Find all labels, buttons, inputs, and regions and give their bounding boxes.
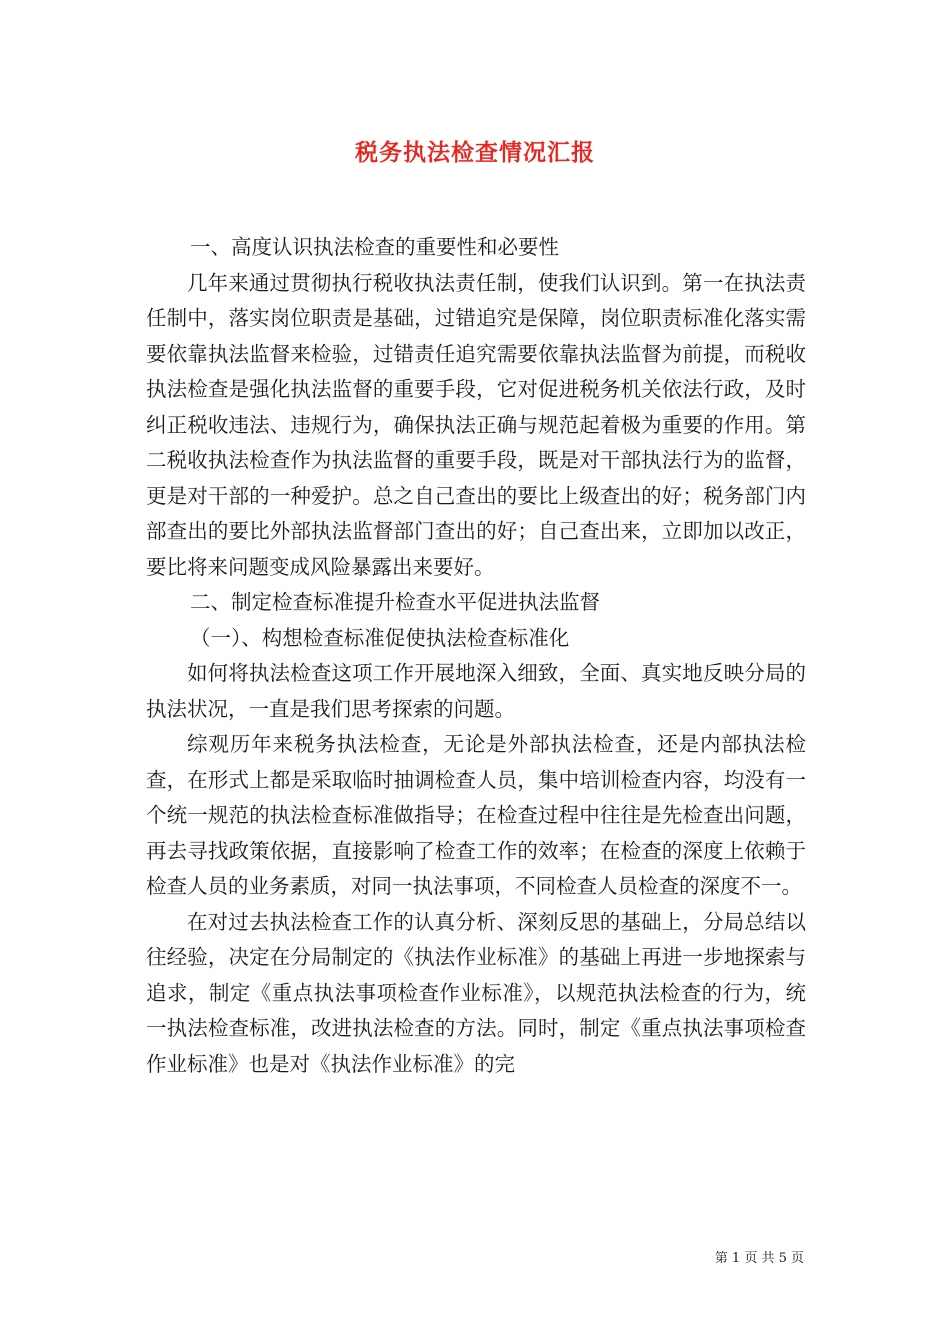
paragraph-1: 几年来通过贯彻执行税收执法责任制，使我们认识到。第一在执法责任制中，落实岗位职责是基础，过错追究是保障，岗位职责标准化落实需要依靠执法监督来检验，过错责任追究需要依靠执法监督为前提，而税收执法检查是强化执法监督的重要手段，它对促进税务机关依法行政，及时纠正税收违法、违规行为，确保执法正确与规范起着极为重要的作用。第二税收执法检查作为执法监督的重要手段，既是对干部执法行为的监督，更是对干部的一种爱护。总之自己查出的要比上级查出的好；税务部门内部查出的要比外部执法监督部门查出的好；自己查出来，立即加以改正，要比将来问题变成风险暴露出来要好。 <box>146 270 806 579</box>
document-body <box>146 230 806 1082</box>
section-heading-1: 一、高度认识执法检查的重要性和必要性 <box>190 235 559 259</box>
paragraph-4: 在对过去执法检查工作的认真分析、深刻反思的基础上，分局总结以往经验，决定在分局制定的《执法作业标准》的基础上再进一步地探索与追求，制定《重点执法事项检查作业标准》，以规范执法检查的行为，统一执法检查标准，改进执法检查的方法。同时，制定《重点执法事项检查作业标准》也是对《执法作业标准》的完 <box>146 909 806 1076</box>
section-heading-2: 二、制定检查标准提升检查水平促进执法监督 <box>190 590 600 614</box>
page-number: 第 1 页 共 5 页 <box>714 1251 804 1266</box>
paragraph-2: 如何将执法检查这项工作开展地深入细致，全面、真实地反映分局的执法状况，一直是我们思考探索的问题。 <box>146 661 806 721</box>
subsection-heading-1: （一）、构想检查标准促使执法检查标准化 <box>190 625 570 650</box>
paragraph-3: 综观历年来税务执法检查，无论是外部执法检查，还是内部执法检查，在形式上都是采取临时抽调检查人员，集中培训检查内容，均没有一个统一规范的执法检查标准做指导；在检查过程中往往是先检查出问题，再去寻找政策依据，直接影响了检查工作的效率；在检查的深度上依赖于检查人员的业务素质，对同一执法事项，不同检查人员检查的深度不一。 <box>146 732 806 898</box>
document-title: 税务执法检查情况汇报 <box>355 139 595 166</box>
